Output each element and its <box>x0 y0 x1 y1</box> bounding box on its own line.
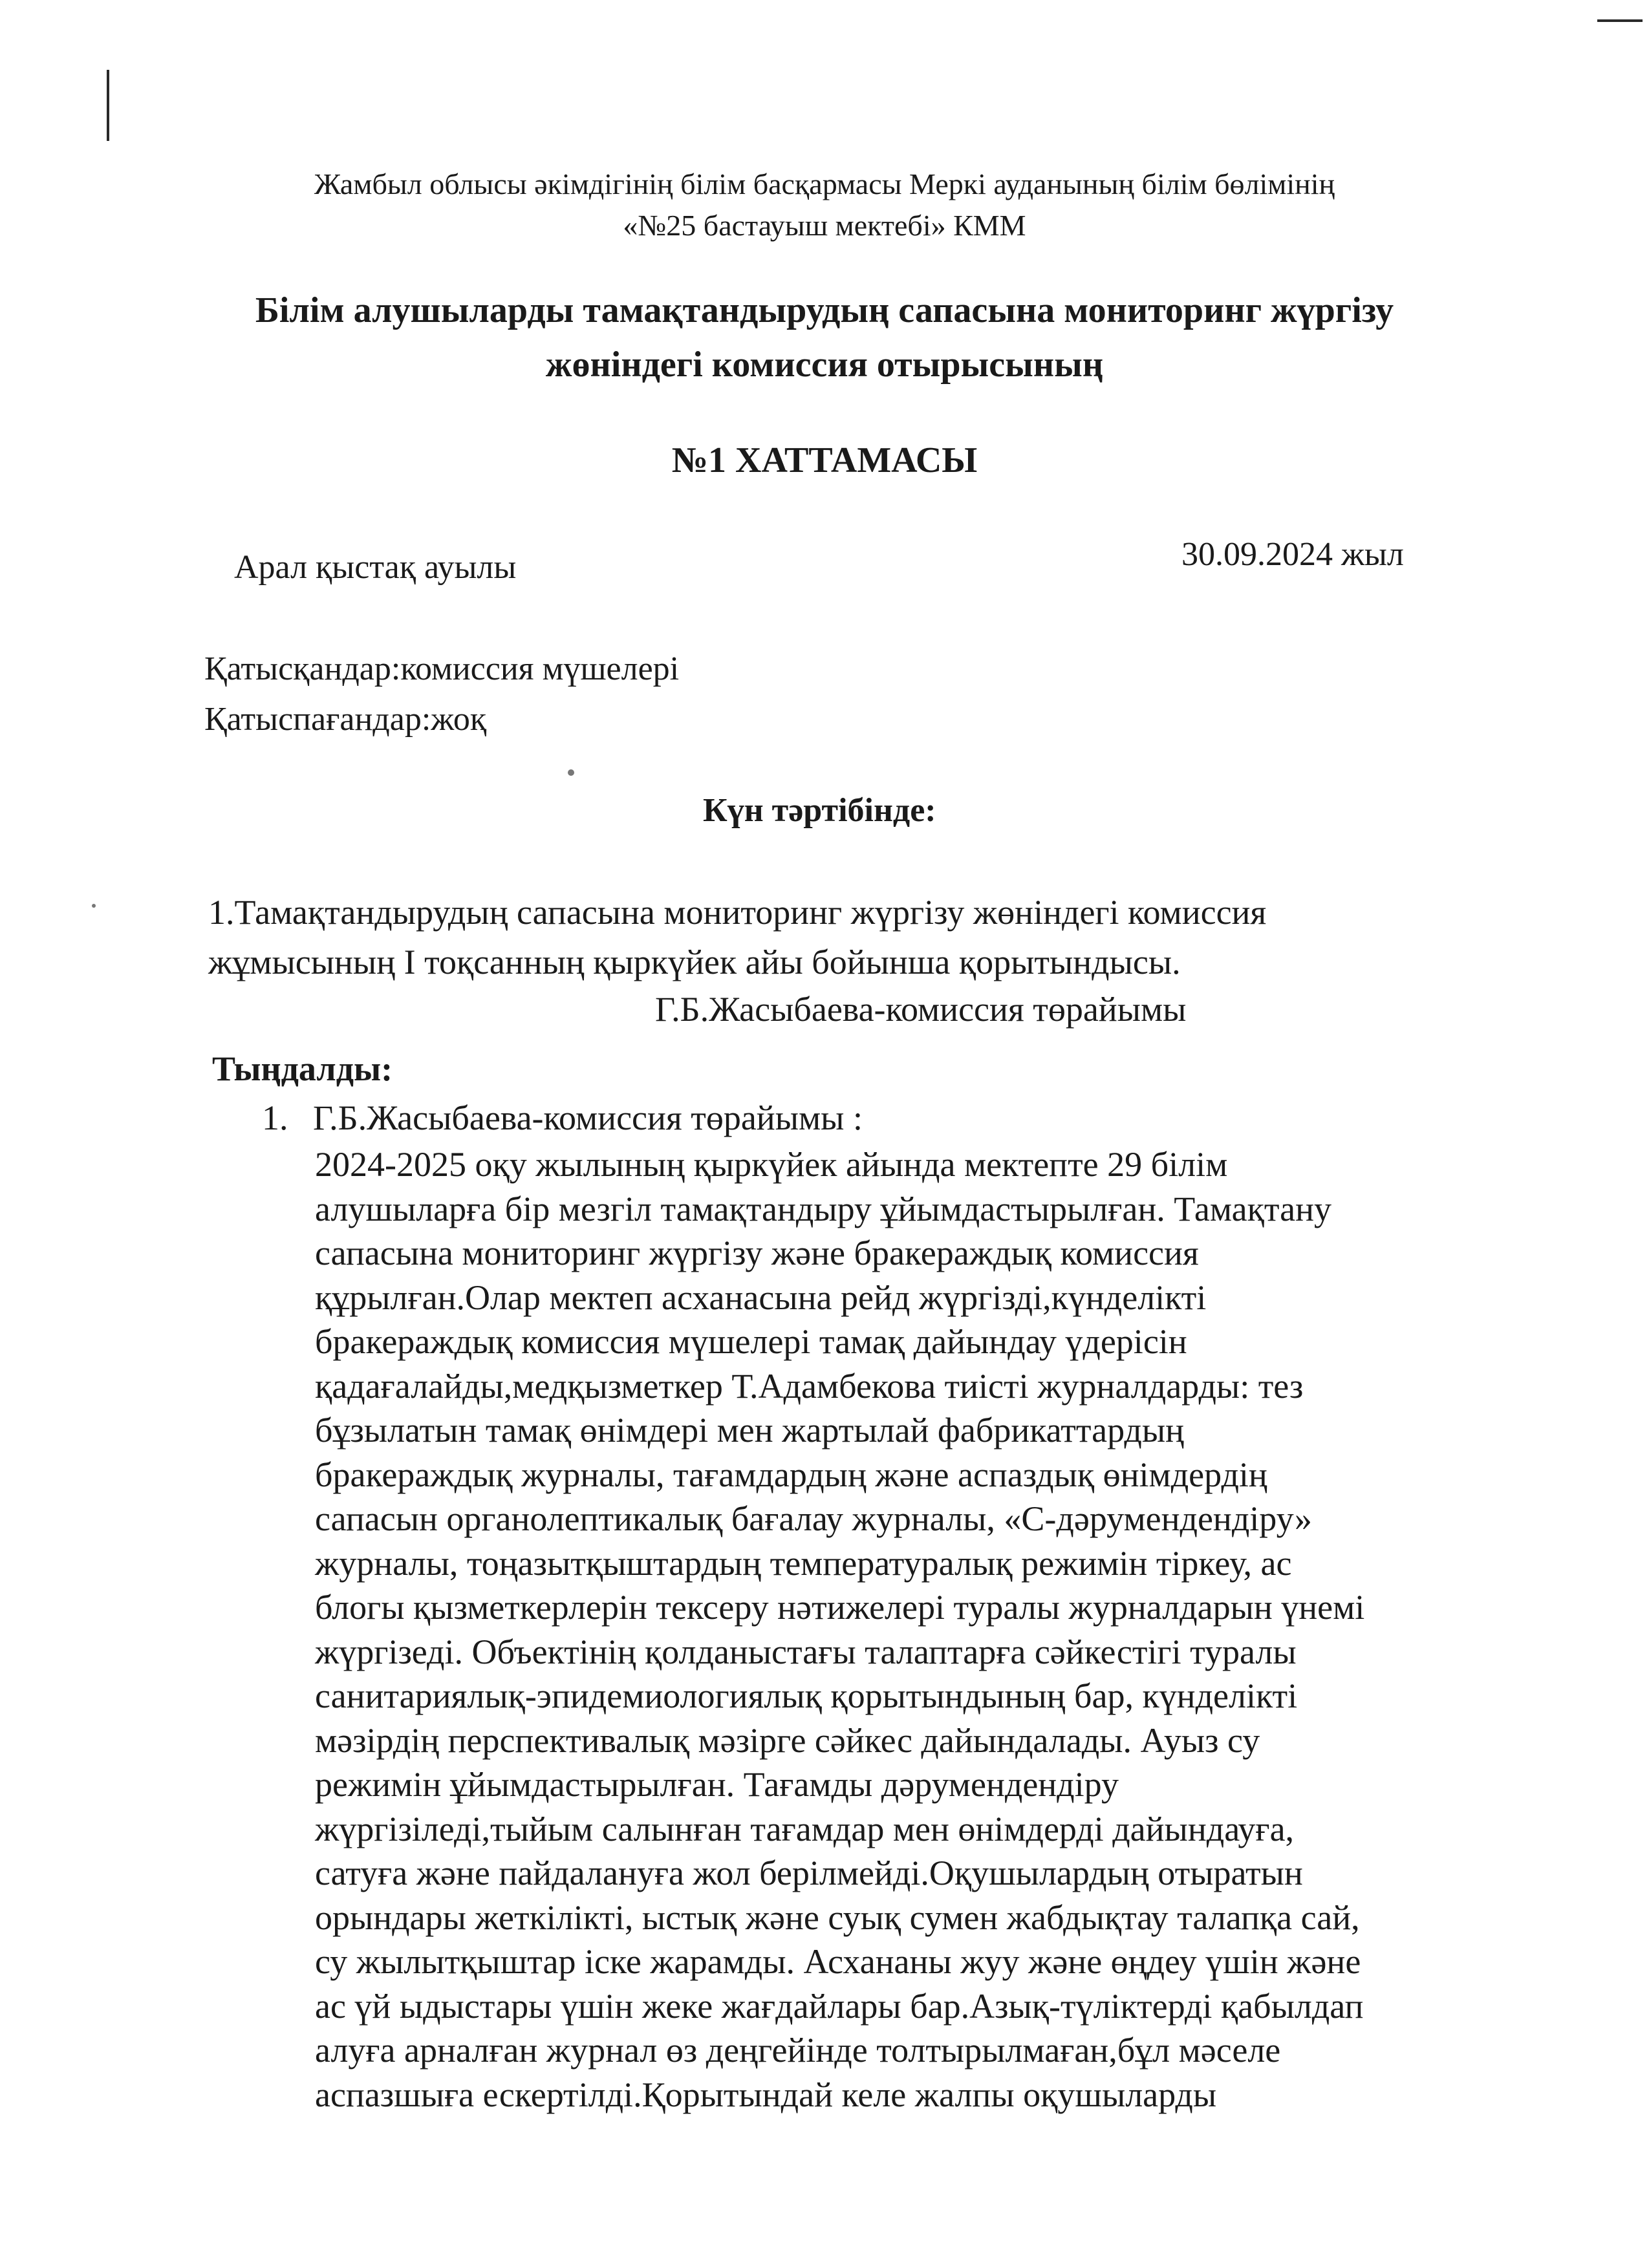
body-line: 2024-2025 оқу жылының қыркүйек айында мектепте 29 білім <box>315 1145 1228 1184</box>
attendance-absent: Қатыспағандар:жоқ <box>204 701 487 738</box>
agenda-item-line-2: жұмысының І тоқсанның қыркүйек айы бойынша қорытындысы. <box>208 943 1181 981</box>
header-line-1: Жамбыл облысы әкімдігінің білім басқармасы Меркі ауданының білім бөлімінің <box>314 167 1335 200</box>
agenda-heading: Күн тәртібінде: <box>703 792 936 829</box>
heard-item-number: 1. <box>262 1098 288 1137</box>
protocol-number: №1 ХАТТАМАСЫ <box>671 440 978 480</box>
scan-mark-top-right <box>1597 19 1643 22</box>
body-line: блогы қызметкерлерін тексеру нәтижелері туралы журналдарын үнемі <box>315 1588 1365 1627</box>
attendance-present: Қатысқандар:комиссия мүшелері <box>204 650 680 687</box>
agenda-item-line-1: 1.Тамақтандырудың сапасына мониторинг жүргізу жөніндегі комиссия <box>208 893 1267 932</box>
body-line: сапасына мониторинг жүргізу және бракераждық комиссия <box>315 1234 1199 1272</box>
body-line: сапасын органолептикалық бағалау журналы, «С-дәрумендендіру» <box>315 1499 1312 1538</box>
body-line: санитариялық-эпидемиологиялық қорытындының бар, күнделікті <box>315 1676 1298 1715</box>
body-line: бракераждық журналы, тағамдардың және аспаздық өнімдердің <box>315 1455 1267 1494</box>
body-line: ас үй ыдыстары үшін жеке жағдайлары бар.Азық-түліктерді қабылдап <box>315 1987 1364 2026</box>
title-line-2: жөніндегі комиссия отырысының <box>545 345 1104 385</box>
body-line: қадағалайды,медқызметкер Т.Адамбекова тиісті журналдарды: тез <box>315 1367 1304 1406</box>
body-line: сатуға және пайдалануға жол берілмейді.Оқушылардың отыратын <box>315 1854 1303 1892</box>
heard-heading: Тыңдалды: <box>212 1049 393 1088</box>
header-line-2: «№25 бастауыш мектебі» КММ <box>623 209 1026 242</box>
body-line: аспазшыға ескертілді.Қорытындай келе жалпы оқушыларды <box>315 2075 1217 2114</box>
body-line: мәзірдің перспективалық мәзірге сәйкес дайындалады. Ауыз су <box>315 1721 1260 1760</box>
body-line: журналы, тоңазытқыштардың температуралық режимін тіркеу, ас <box>315 1544 1292 1583</box>
scan-speck <box>568 769 574 776</box>
body-line: алушыларға бір мезгіл тамақтандыру ұйымдастырылған. Тамақтану <box>315 1190 1332 1228</box>
scan-speck <box>92 904 96 908</box>
title-line-1: Білім алушыларды тамақтандырудың сапасына мониторинг жүргізу <box>255 290 1394 330</box>
agenda-speaker: Г.Б.Жасыбаева-комиссия төрайымы <box>655 990 1187 1029</box>
body-line: жүргізеді. Объектінің қолданыстағы талаптарға сәйкестігі туралы <box>315 1632 1297 1671</box>
body-line: орындары жеткілікті, ыстық және суық сумен жабдықтау талапқа сай, <box>315 1898 1360 1937</box>
body-line: алуға арналған журнал өз деңгейінде толтырылмаған,бұл мәселе <box>315 2031 1281 2070</box>
heard-item-speaker: Г.Б.Жасыбаева-комиссия төрайымы : <box>313 1098 863 1137</box>
body-line: бракераждық комиссия мүшелері тамақ дайындау үдерісін <box>315 1322 1187 1361</box>
body-line: су жылытқыштар іске жарамды. Асхананы жуу және өңдеу үшін және <box>315 1942 1361 1981</box>
scan-mark-left <box>107 70 109 141</box>
place: Арал қыстақ ауылы <box>234 549 517 586</box>
body-line: бұзылатын тамақ өнімдері мен жартылай фабрикаттардың <box>315 1411 1185 1450</box>
body-line: жүргізіледі,тыйым салынған тағамдар мен өнімдерді дайындауға, <box>315 1810 1295 1848</box>
body-line: құрылған.Олар мектеп асханасына рейд жүргізді,күнделікті <box>315 1278 1207 1317</box>
body-line: режимін ұйымдастырылған. Тағамды дәрумендендіру <box>315 1765 1119 1804</box>
date: 30.09.2024 жыл <box>1181 536 1404 573</box>
